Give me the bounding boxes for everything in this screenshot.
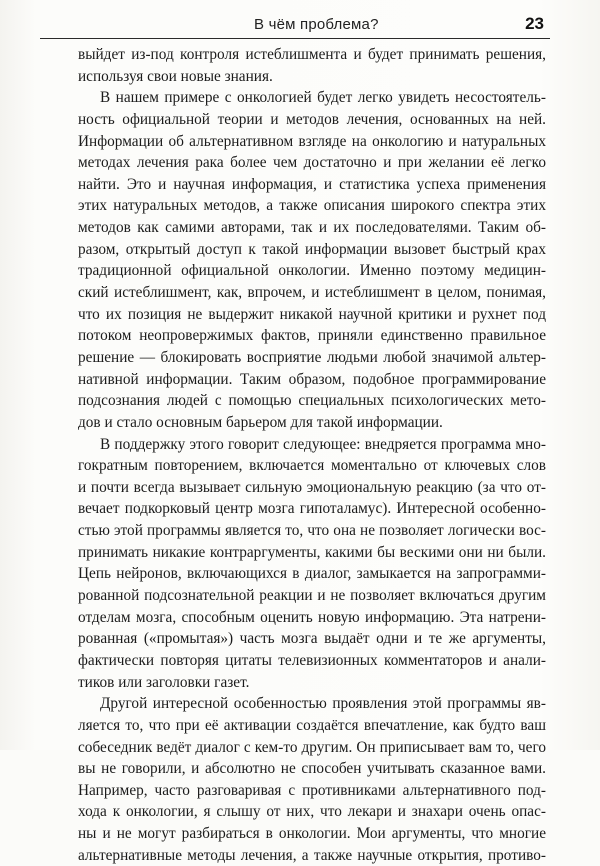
text-line: тиков или заголовки газет. — [78, 673, 250, 691]
running-title: В чём проблема? — [254, 16, 379, 33]
running-header — [40, 14, 550, 36]
text-line: В нашем примере с онкологией будет легко увидеть несостоятель- — [100, 89, 546, 107]
text-line: потоком неопровержимых фактов, приняли единственно правильное — [78, 327, 546, 345]
text-line: вечает подкорковый центр мозга гипоталамус). Интересной особенно- — [78, 500, 546, 518]
text-line: отделам мозга, способным оценить новую информацию. Эта натрени- — [78, 608, 546, 626]
text-line: собеседник ведёт диалог с кем-то другим. Он приписывает вам то, чего — [78, 738, 546, 756]
text-line: вы не говорили, и абсолютно не способен учитывать сказанное вами. — [78, 760, 546, 778]
text-line: Информации об альтернативном взгляде на онкологию и натуральных — [78, 132, 546, 150]
text-line: ность официальной теории и методов лечения, основанных на ней. — [78, 110, 546, 128]
text-line: рованная («промытая») часть мозга выдаёт одни и те же аргументы, — [78, 630, 546, 648]
text-line: хода к онкологии, я слышу от них, что лекари и знахари очень опас- — [78, 803, 546, 821]
text-line: этих натуральных методов, а также описания широкого спектра этих — [78, 197, 546, 215]
text-line: подсознания людей с помощью специальных психологических мето- — [78, 392, 546, 410]
text-line: принимать никакие контраргументы, какими бы вескими они ни были. — [78, 543, 546, 561]
text-line: Например, часто разговаривая с противниками альтернативного под- — [78, 781, 546, 799]
text-line: найти. Это и научная информация, и статистика успеха применения — [78, 175, 546, 193]
text-line: фактически повторяя цитаты телевизионных комментаторов и анали- — [78, 651, 546, 669]
header-rule — [40, 38, 550, 39]
text-line: альтернативные методы лечения, а также научные открытия, противо- — [78, 846, 546, 864]
text-line: и почти всегда вызывает сильную эмоциональную реакцию (за что от- — [78, 478, 546, 496]
text-line: нативной информации. Таким образом, подобное программирование — [78, 370, 546, 388]
text-line: ляется то, что при её активации создаётся впечатление, как будто ваш — [78, 716, 546, 734]
text-line: разом, открытый доступ к такой информации вызовет быстрый крах — [78, 240, 546, 258]
text-line: выйдет из-под контроля истеблишмента и будет принимать решения, — [78, 46, 546, 63]
text-line: ны и не могут разбираться в онкологии. Мои аргументы, что многие — [78, 825, 546, 843]
text-line: методах лечения рака более чем достаточно и при желании её легко — [78, 154, 546, 172]
text-line: рованной подсознательной реакции и не позволяет включаться другим — [78, 587, 546, 605]
text-line: используя свои новые знания. — [78, 67, 273, 85]
text-line: Другой интересной особенностью проявления этой программы яв- — [100, 695, 546, 713]
body-text — [78, 44, 546, 866]
text-line: что их позиция не выдержит никакой научной критики и рухнет под — [78, 305, 546, 323]
text-line: решение — блокировать восприятие людьми любой значимой альтер- — [78, 348, 546, 366]
text-line: Цепь нейронов, включающихся в диалог, замыкается на запрограмми- — [78, 565, 546, 583]
text-line: В поддержку этого говорит следующее: внедряется программа мно- — [100, 435, 546, 453]
text-line: методов как самими авторами, так и их последователями. Таким об- — [78, 219, 546, 237]
page-number: 23 — [525, 14, 544, 33]
text-line: ский истеблишмент, как, впрочем, и истеблишмент в целом, понимая, — [78, 284, 546, 302]
text-line: гократным повторением, включается моментально от ключевых слов — [78, 457, 546, 475]
text-line: дов и стало основным барьером для такой информации. — [78, 413, 443, 431]
text-line: традиционной официальной онкологии. Именно поэтому медицин- — [78, 262, 546, 280]
text-line: стью этой программы является то, что она не позволяет логически вос- — [78, 522, 546, 540]
